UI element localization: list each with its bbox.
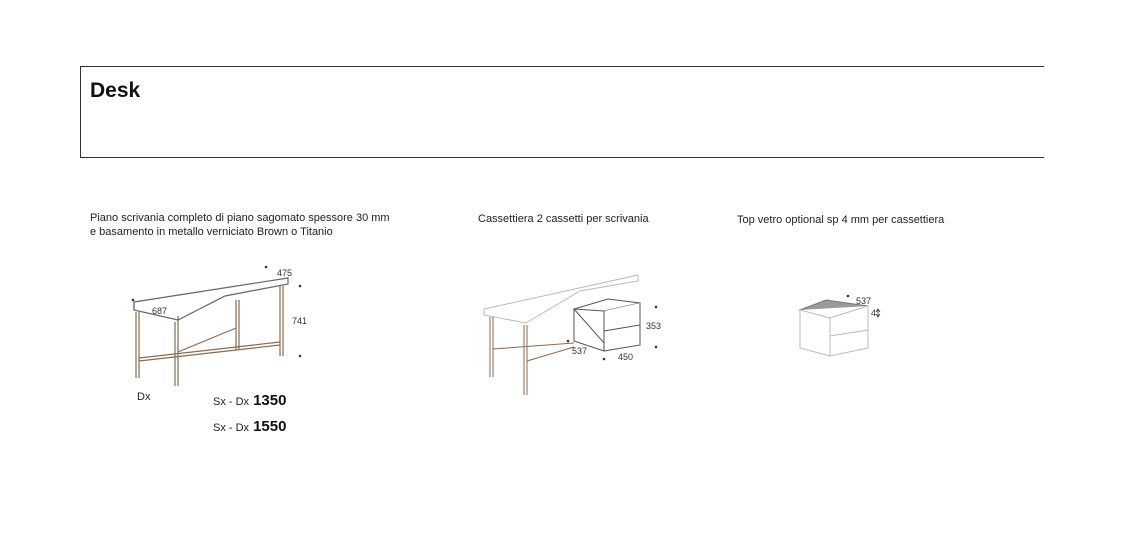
desk-description-line-2: e basamento in metallo verniciato Brown o Titanio — [90, 226, 333, 238]
header-box — [80, 66, 1044, 158]
desk-size-row-1 — [213, 392, 286, 409]
drawer-description-line-1: Cassettiera 2 cassetti per scrivania — [478, 213, 649, 225]
glass-top-dim-thickness: 4 — [871, 308, 877, 318]
glass-top-description-line-1: Top vetro optional sp 4 mm per cassettiera — [737, 214, 945, 226]
page-title: Desk — [90, 79, 141, 102]
glass-top-dim-depth: 537 — [856, 296, 872, 306]
desk-size-label: Sx - Dx — [213, 396, 250, 408]
drawer-dim-width: 450 — [618, 352, 634, 362]
desk-size-row-2 — [213, 418, 286, 435]
desk-size-label: Sx - Dx — [213, 422, 250, 434]
desk-dim-depth-front: 687 — [152, 306, 168, 316]
glass-top-description — [737, 213, 944, 227]
desk-description — [90, 211, 390, 239]
desk-description-line-1: Piano scrivania completo di piano sagomato spessore 30 mm — [90, 212, 390, 224]
glass-top-drawing — [790, 290, 900, 365]
drawer-dim-height: 353 — [646, 321, 662, 331]
drawer-dim-depth: 537 — [572, 346, 588, 356]
desk-variant-label: Dx — [137, 391, 151, 403]
desk-dim-height: 741 — [292, 316, 308, 326]
drawer-drawing — [480, 265, 680, 405]
desk-drawing — [120, 260, 320, 390]
desk-size-value: 1350 — [253, 392, 287, 409]
desk-size-value: 1550 — [253, 418, 287, 435]
drawer-description — [478, 212, 649, 226]
desk-dim-depth-back: 475 — [277, 268, 293, 278]
